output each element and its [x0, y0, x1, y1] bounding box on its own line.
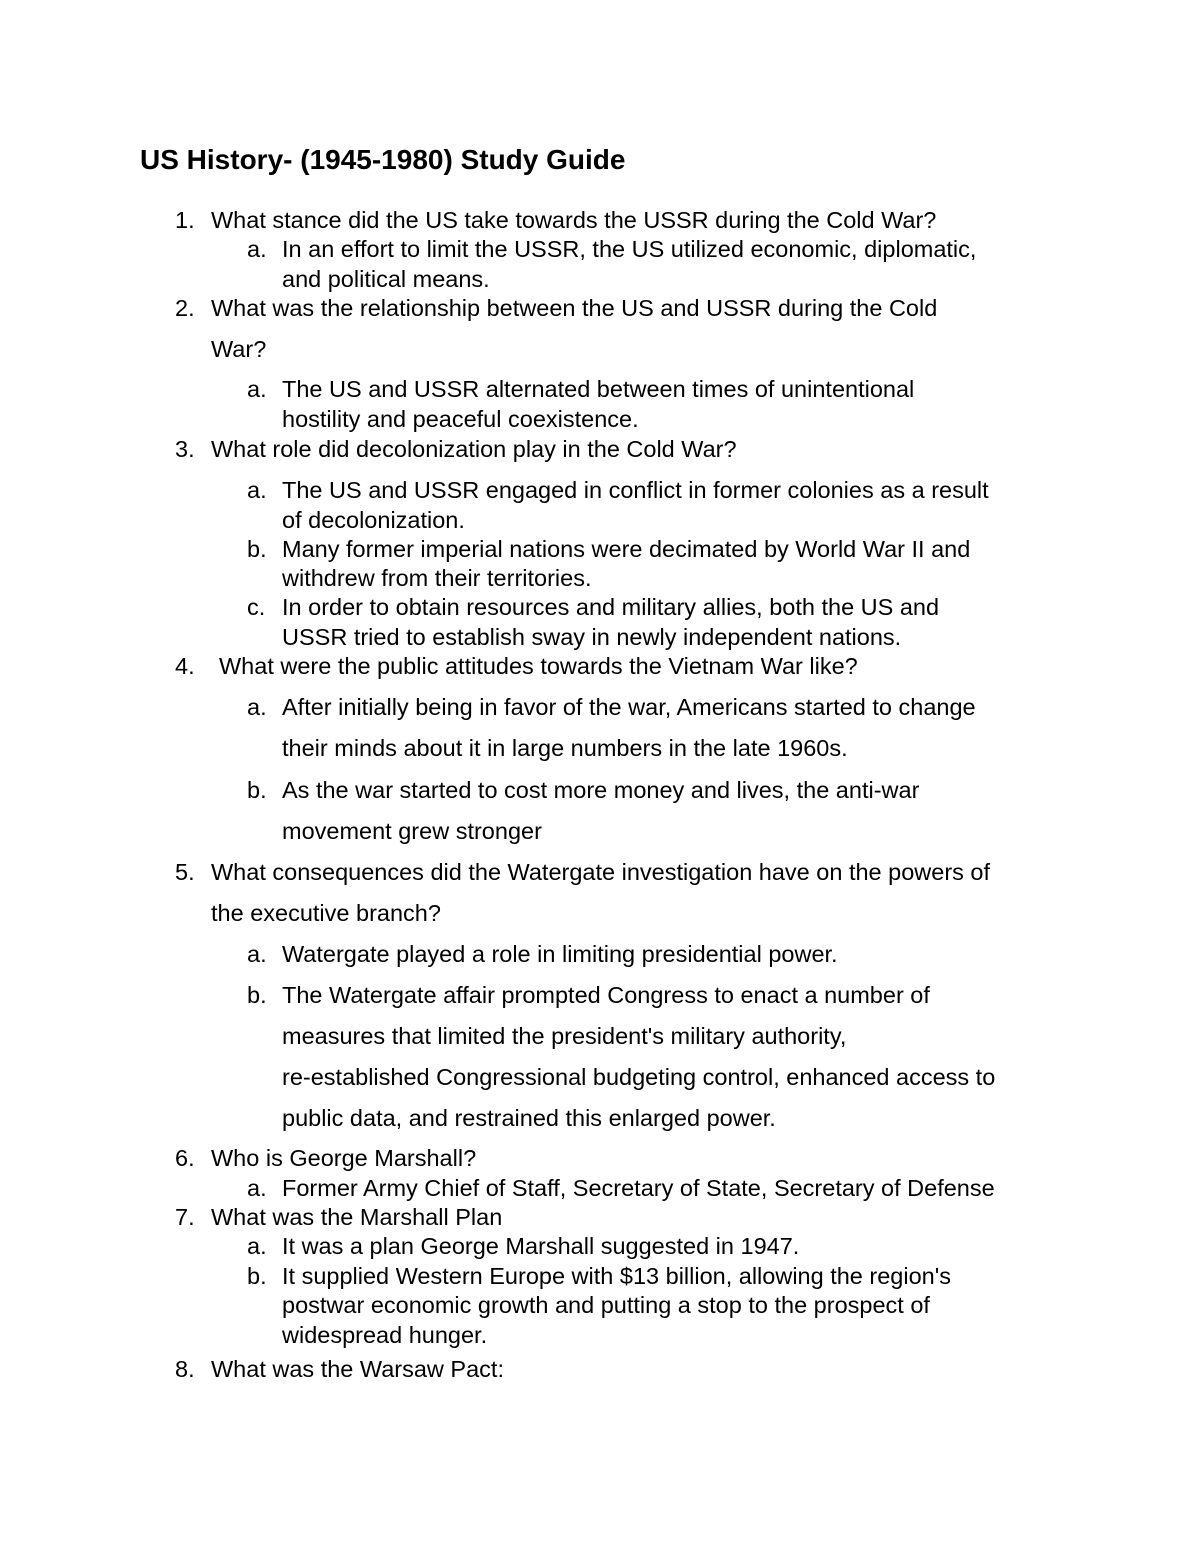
answer-text: Former Army Chief of Staff, Secretary of State, Secretary of Defense [282, 1175, 995, 1201]
answer-text: re-established Congressional budgeting control, enhanced access to [282, 1064, 996, 1090]
answer-letter: c. [247, 594, 266, 620]
answer-text: As the war started to cost more money and lives, the anti-war [282, 777, 920, 803]
answer-text: It was a plan George Marshall suggested in 1947. [282, 1233, 800, 1259]
answer-text: The US and USSR alternated between times of unintentional [282, 376, 915, 402]
answer-text: In an effort to limit the USSR, the US utilized economic, diplomatic, [282, 236, 977, 262]
question-text: What were the public attitudes towards the Vietnam War like? [219, 653, 858, 679]
answer-text: The US and USSR engaged in conflict in former colonies as a result [282, 477, 989, 503]
question-number: 5. [175, 859, 195, 885]
answer-letter: a. [247, 236, 267, 262]
answer-text: measures that limited the president's military authority, [282, 1023, 847, 1049]
answer-text: public data, and restrained this enlarged power. [282, 1105, 776, 1131]
question-text: What was the relationship between the US and USSR during the Cold [211, 295, 938, 321]
answer-letter: a. [247, 376, 267, 402]
answer-text: It supplied Western Europe with $13 billion, allowing the region's [282, 1263, 951, 1289]
question-text: What consequences did the Watergate investigation have on the powers of [211, 859, 991, 885]
answer-letter: a. [247, 694, 267, 720]
answer-text: In order to obtain resources and military allies, both the US and [282, 594, 940, 620]
question-number: 6. [175, 1145, 195, 1171]
question-text: What stance did the US take towards the USSR during the Cold War? [211, 207, 937, 233]
question-number: 3. [175, 436, 195, 462]
answer-letter: b. [247, 1263, 267, 1289]
answer-text: Watergate played a role in limiting presidential power. [282, 941, 838, 967]
question-number: 7. [175, 1204, 195, 1230]
answer-letter: a. [247, 1175, 267, 1201]
answer-text: movement grew stronger [282, 818, 542, 844]
answer-text: The Watergate affair prompted Congress to enact a number of [282, 982, 930, 1008]
document-title: US History- (1945-1980) Study Guide [140, 144, 626, 175]
answer-letter: b. [247, 536, 267, 562]
question-number: 4. [175, 653, 195, 679]
answer-letter: b. [247, 777, 267, 803]
answer-text: widespread hunger. [282, 1322, 488, 1348]
answer-text: Many former imperial nations were decimated by World War II and [282, 536, 971, 562]
answer-letter: a. [247, 477, 267, 503]
answer-text: of decolonization. [282, 507, 465, 533]
answer-letter: a. [247, 941, 267, 967]
answer-text: their minds about it in large numbers in the late 1960s. [282, 735, 848, 761]
question-number: 1. [175, 207, 195, 233]
question-text: War? [211, 336, 267, 362]
question-text: the executive branch? [211, 900, 441, 926]
answer-letter: a. [247, 1233, 267, 1259]
question-text: What was the Warsaw Pact: [211, 1356, 504, 1382]
answer-letter: b. [247, 982, 267, 1008]
answer-text: and political means. [282, 266, 490, 292]
question-text: What role did decolonization play in the Cold War? [211, 436, 737, 462]
answer-text: After initially being in favor of the war, Americans started to change [282, 694, 976, 720]
question-number: 2. [175, 295, 195, 321]
answer-text: withdrew from their territories. [282, 565, 592, 591]
question-number: 8. [175, 1356, 195, 1382]
question-text: What was the Marshall Plan [211, 1204, 503, 1230]
answer-text: hostility and peaceful coexistence. [282, 406, 639, 432]
question-text: Who is George Marshall? [211, 1145, 477, 1171]
answer-text: postwar economic growth and putting a stop to the prospect of [282, 1292, 930, 1318]
answer-text: USSR tried to establish sway in newly independent nations. [282, 624, 902, 650]
